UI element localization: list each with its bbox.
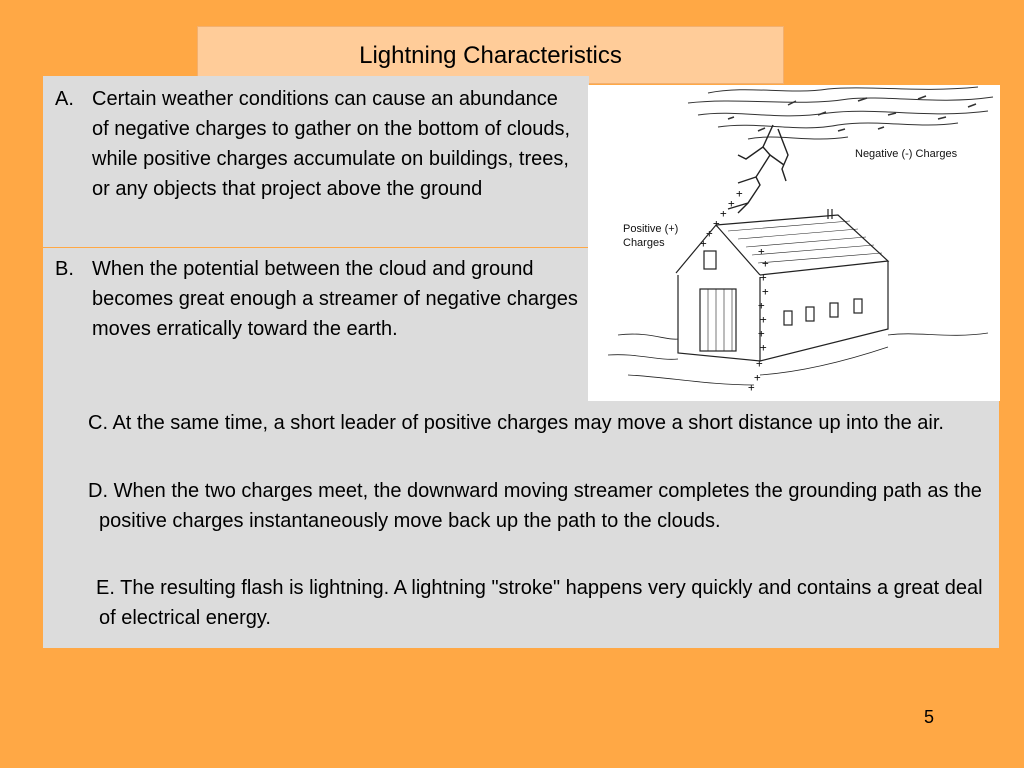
svg-text:+: + bbox=[760, 271, 767, 284]
item-marker: D. bbox=[88, 480, 108, 502]
storm-cloud bbox=[688, 87, 993, 139]
svg-text:+: + bbox=[713, 217, 720, 230]
list-item-e bbox=[60, 573, 990, 633]
svg-text:+: + bbox=[760, 313, 767, 326]
positive-charge-markers bbox=[700, 187, 769, 394]
item-text bbox=[53, 408, 993, 438]
label-negative-charges: Negative (-) Charges bbox=[855, 148, 958, 160]
item-marker: C. bbox=[88, 412, 108, 434]
svg-text:+: + bbox=[756, 357, 763, 370]
item-text: When the potential between the cloud and ground becomes great enough a streamer of negative charges moves erratically toward the earth. bbox=[92, 258, 578, 340]
list-item-b bbox=[55, 254, 580, 344]
barn bbox=[608, 209, 988, 385]
item-content: When the two charges meet, the downward moving streamer completes the grounding path as the positive charges instantaneously move back up the path to the clouds. bbox=[99, 480, 982, 532]
list-item-d bbox=[53, 476, 993, 536]
svg-text:+: + bbox=[700, 237, 707, 250]
label-positive-charges-line1: Positive (+) bbox=[623, 223, 679, 235]
svg-text:+: + bbox=[762, 257, 769, 270]
item-marker: A. bbox=[55, 88, 74, 110]
svg-text:+: + bbox=[758, 245, 765, 258]
item-content: The resulting flash is lightning. A lightning "stroke" happens very quickly and contains a great deal of electrical energy. bbox=[99, 577, 983, 629]
barn-lightning-drawing bbox=[588, 85, 1000, 401]
slide-title: Lightning Characteristics bbox=[359, 42, 622, 69]
item-content: At the same time, a short leader of positive charges may move a short distance up into the air. bbox=[112, 412, 944, 434]
svg-text:+: + bbox=[706, 227, 713, 240]
svg-text:+: + bbox=[758, 327, 765, 340]
svg-text:+: + bbox=[748, 381, 755, 394]
svg-text:+: + bbox=[760, 341, 767, 354]
svg-text:+: + bbox=[758, 299, 765, 312]
item-text bbox=[53, 476, 993, 536]
item-marker: B. bbox=[55, 258, 74, 280]
svg-text:+: + bbox=[754, 371, 761, 384]
item-text bbox=[60, 573, 990, 633]
svg-text:+: + bbox=[762, 285, 769, 298]
svg-text:+: + bbox=[736, 187, 743, 200]
label-positive-charges-line2: Charges bbox=[623, 237, 665, 249]
list-item-c bbox=[53, 408, 993, 438]
page-number: 5 bbox=[924, 707, 935, 727]
svg-text:+: + bbox=[720, 207, 727, 220]
list-item-a bbox=[55, 84, 580, 204]
item-marker: E. bbox=[96, 577, 115, 599]
svg-text:+: + bbox=[728, 197, 735, 210]
barn-lightning-illustration bbox=[588, 85, 1000, 401]
item-text: Certain weather conditions can cause an abundance of negative charges to gather on the bottom of clouds, while positive charges accumulate on buildings, trees, or any objects that project above the ground bbox=[92, 88, 571, 200]
